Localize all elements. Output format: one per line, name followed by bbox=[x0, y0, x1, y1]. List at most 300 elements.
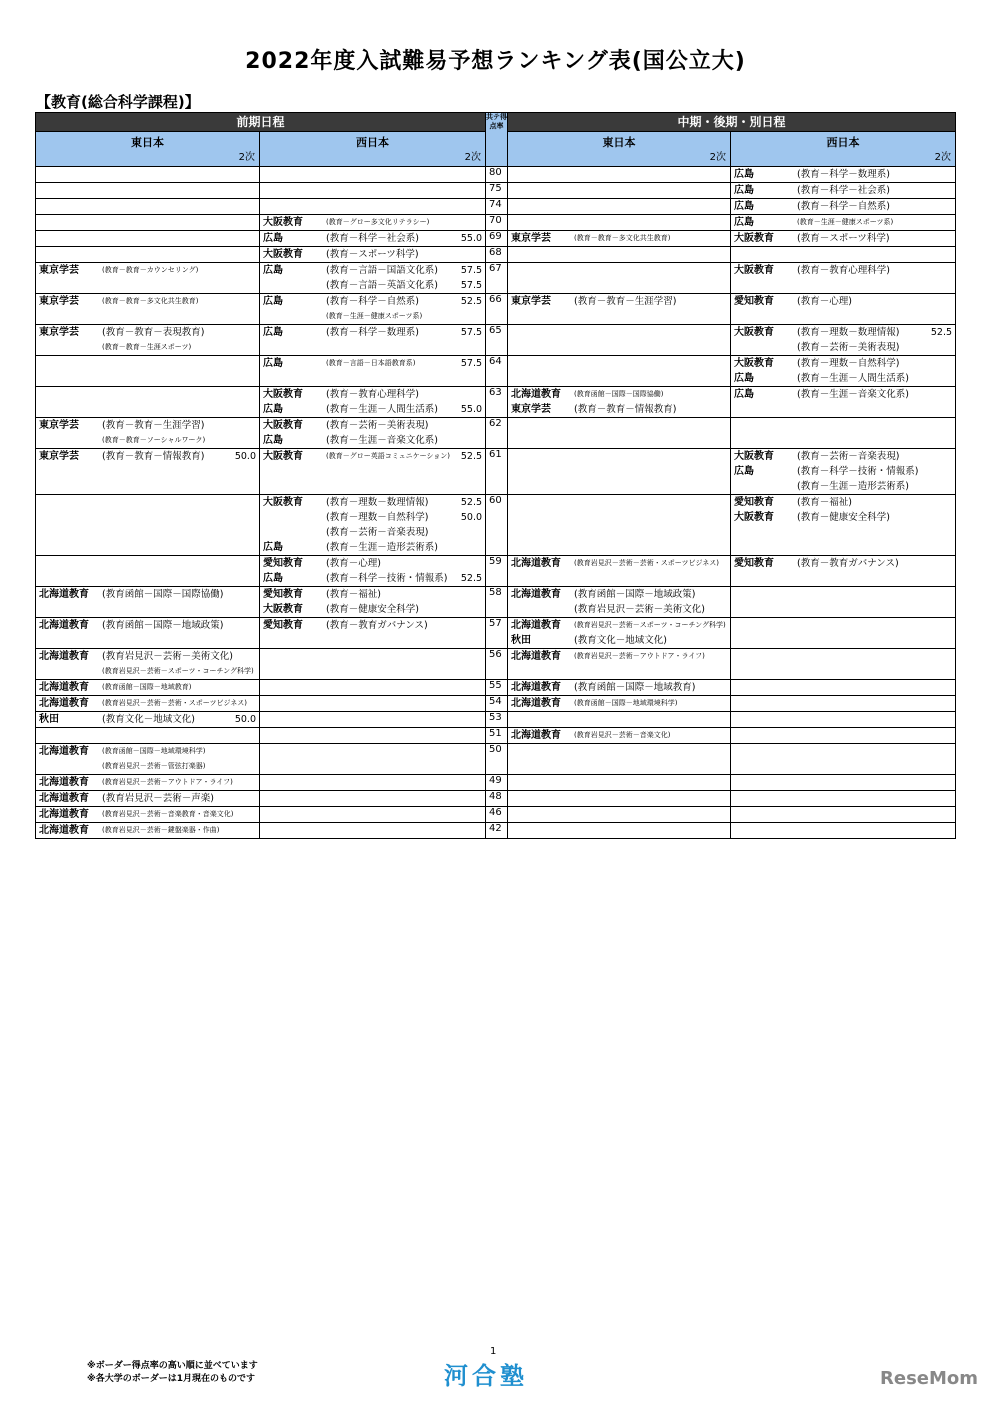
department-name: (教育岩見沢－芸術－美術文化) bbox=[102, 651, 233, 662]
department-name: (教育－健康安全科学) bbox=[326, 604, 419, 615]
kyotsu-score: 55 bbox=[486, 680, 508, 696]
department-name: (教育－健康安全科学) bbox=[797, 512, 890, 523]
cell-lw bbox=[731, 618, 956, 649]
entry-line bbox=[36, 309, 259, 324]
entry-line bbox=[260, 371, 485, 386]
cell-lw bbox=[731, 649, 956, 680]
department-name: (教育－教育心理科学) bbox=[326, 389, 419, 400]
cell-fw bbox=[260, 449, 486, 495]
kyotsu-score: 56 bbox=[486, 649, 508, 680]
cell-le bbox=[508, 325, 731, 356]
university-name: 広島 bbox=[263, 404, 283, 415]
cell-fw bbox=[260, 167, 486, 183]
university-name: 広島 bbox=[263, 327, 283, 338]
department-name: (教育函館－国際－地域教育) bbox=[574, 682, 696, 693]
cell-le bbox=[508, 696, 731, 712]
entry-line bbox=[36, 340, 259, 355]
cell-fw bbox=[260, 183, 486, 199]
cell-fe bbox=[36, 199, 260, 215]
entry-line bbox=[36, 183, 259, 198]
entry-line bbox=[36, 744, 259, 759]
university-name: 北海道教育 bbox=[511, 730, 562, 741]
entry-line bbox=[731, 247, 955, 262]
entry-line bbox=[508, 587, 730, 602]
department-name: (教育函館－国際－地域教育) bbox=[102, 683, 192, 691]
department-name: (教育－言語－英語文化系) bbox=[326, 280, 438, 291]
entry-line bbox=[731, 263, 955, 278]
table-row bbox=[36, 449, 956, 495]
university-name: 東京学芸 bbox=[511, 233, 552, 244]
university-name: 北海道教育 bbox=[511, 389, 562, 400]
department-name: (教育函館－国際－国際協働) bbox=[574, 390, 664, 398]
entry-line bbox=[36, 231, 259, 246]
region-label: 西日本 bbox=[826, 136, 860, 149]
kyotsu-score: 48 bbox=[486, 791, 508, 807]
cell-fe bbox=[36, 791, 260, 807]
table-row bbox=[36, 387, 956, 418]
entry-line bbox=[731, 775, 955, 790]
university-name: 広島 bbox=[734, 217, 755, 228]
cell-fw bbox=[260, 263, 486, 294]
department-name: (教育－グロー英語コミュニケーション) bbox=[326, 452, 451, 460]
cell-fw bbox=[260, 618, 486, 649]
table-row bbox=[36, 807, 956, 823]
entry-line bbox=[260, 247, 485, 262]
department-name: (教育岩見沢－芸術－アウトドア・ライフ) bbox=[574, 652, 705, 660]
department-name: (教育－生涯－音楽文化系) bbox=[797, 389, 909, 400]
entry-line bbox=[731, 759, 955, 774]
table-row bbox=[36, 649, 956, 680]
niji-score: 50.0 bbox=[234, 714, 256, 725]
entry-line bbox=[508, 371, 730, 386]
university-name: 大阪教育 bbox=[734, 265, 775, 276]
entry-line bbox=[36, 215, 259, 230]
department-name: (教育－言語－国語文化系) bbox=[326, 265, 438, 276]
table-row bbox=[36, 418, 956, 449]
department-name: (教育－生涯－人間生活系) bbox=[797, 373, 909, 384]
cell-fe bbox=[36, 680, 260, 696]
university-name: 愛知教育 bbox=[263, 558, 303, 569]
entry-line bbox=[508, 759, 730, 774]
kyotsu-score: 63 bbox=[486, 387, 508, 418]
entry-line bbox=[731, 540, 955, 555]
cell-fw bbox=[260, 418, 486, 449]
cell-le bbox=[508, 449, 731, 495]
entry-line bbox=[508, 571, 730, 586]
cell-le bbox=[508, 744, 731, 775]
cell-fe bbox=[36, 728, 260, 744]
table-row bbox=[36, 775, 956, 791]
department-name: (教育岩見沢－芸術－スポーツ・コーチング科学) bbox=[574, 621, 726, 629]
phase-first-header: 前期日程 bbox=[36, 113, 486, 132]
entry-line bbox=[731, 183, 955, 198]
entry-line bbox=[36, 823, 259, 838]
university-name: 東京学芸 bbox=[39, 451, 79, 462]
university-name: 広島 bbox=[734, 373, 755, 384]
table-row bbox=[36, 294, 956, 325]
department-name: (教育－福祉) bbox=[326, 589, 381, 600]
cell-lw bbox=[731, 199, 956, 215]
region-label: 東日本 bbox=[131, 136, 164, 149]
entry-line bbox=[260, 571, 485, 586]
department-name: (教育－理数－自然科学) bbox=[797, 358, 900, 369]
cell-lw bbox=[731, 712, 956, 728]
niji-score: 57.5 bbox=[460, 265, 483, 276]
entry-line bbox=[508, 510, 730, 525]
entry-line bbox=[508, 356, 730, 371]
table-row bbox=[36, 183, 956, 199]
kyotsu-score: 50 bbox=[486, 744, 508, 775]
department-name: (教育－教育－カウンセリング) bbox=[102, 266, 199, 274]
cell-lw bbox=[731, 325, 956, 356]
kyotsu-score: 51 bbox=[486, 728, 508, 744]
entry-line bbox=[36, 464, 259, 479]
entry-line bbox=[731, 823, 955, 838]
cell-fw bbox=[260, 775, 486, 791]
department-name: (教育岩見沢－芸術－音楽教育・音楽文化) bbox=[102, 810, 234, 818]
entry-line bbox=[508, 525, 730, 540]
entry-line bbox=[36, 356, 259, 371]
department-name: (教育－スポーツ科学) bbox=[797, 233, 890, 244]
entry-line bbox=[36, 418, 259, 433]
entry-line bbox=[508, 479, 730, 494]
cell-lw bbox=[731, 696, 956, 712]
department-name: (教育－教育ガバナンス) bbox=[797, 558, 899, 569]
entry-line bbox=[260, 696, 485, 711]
entry-line bbox=[508, 278, 730, 293]
university-name: 大阪教育 bbox=[263, 249, 303, 260]
entry-line bbox=[36, 712, 259, 727]
entry-line bbox=[36, 510, 259, 525]
cell-lw bbox=[731, 556, 956, 587]
table-row bbox=[36, 587, 956, 618]
university-name: 秋田 bbox=[511, 635, 532, 646]
university-name: 広島 bbox=[263, 265, 283, 276]
university-name: 北海道教育 bbox=[511, 651, 562, 662]
entry-line bbox=[260, 618, 485, 633]
entry-line bbox=[508, 340, 730, 355]
entry-line bbox=[36, 247, 259, 262]
entry-line bbox=[731, 387, 955, 402]
entry-line bbox=[36, 402, 259, 417]
table-row bbox=[36, 791, 956, 807]
university-name: 北海道教育 bbox=[39, 698, 89, 709]
cell-fw bbox=[260, 728, 486, 744]
entry-line bbox=[260, 387, 485, 402]
university-name: 北海道教育 bbox=[511, 620, 562, 631]
kyotsu-score: 70 bbox=[486, 215, 508, 231]
later-west-header bbox=[731, 132, 956, 167]
entry-line bbox=[508, 402, 730, 417]
university-name: 広島 bbox=[734, 201, 755, 212]
entry-line bbox=[731, 371, 955, 386]
entry-line bbox=[508, 712, 730, 727]
entry-line bbox=[36, 433, 259, 448]
kyotsu-header: 共テ得点率 bbox=[486, 113, 508, 167]
entry-line bbox=[731, 664, 955, 679]
university-name: 東京学芸 bbox=[39, 420, 79, 431]
cell-le bbox=[508, 263, 731, 294]
entry-line bbox=[260, 418, 485, 433]
department-name: (教育函館－国際－地域政策) bbox=[574, 589, 696, 600]
university-name: 大阪教育 bbox=[263, 497, 303, 508]
department-name: (教育函館－国際－地域環境科学) bbox=[102, 747, 206, 755]
department-name: (教育－科学－技術・情報系) bbox=[797, 466, 919, 477]
entry-line bbox=[260, 278, 485, 293]
entry-line bbox=[508, 449, 730, 464]
entry-line bbox=[36, 495, 259, 510]
table-row bbox=[36, 618, 956, 649]
university-name: 大阪教育 bbox=[734, 512, 775, 523]
cell-le bbox=[508, 649, 731, 680]
entry-line bbox=[731, 510, 955, 525]
cell-fe bbox=[36, 495, 260, 556]
cell-fw bbox=[260, 325, 486, 356]
cell-le bbox=[508, 775, 731, 791]
department-name: (教育－科学－社会系) bbox=[326, 233, 419, 244]
entry-line bbox=[731, 807, 955, 822]
cell-lw bbox=[731, 744, 956, 775]
entry-line bbox=[731, 633, 955, 648]
entry-line bbox=[508, 247, 730, 262]
cell-fw bbox=[260, 823, 486, 839]
university-name: 大阪教育 bbox=[734, 327, 775, 338]
department-name: (教育－芸術－美術表現) bbox=[797, 342, 900, 353]
department-name: (教育－言語－日本語教育系) bbox=[326, 359, 416, 367]
department-name: (教育－心理) bbox=[326, 558, 381, 569]
cell-le bbox=[508, 294, 731, 325]
entry-line bbox=[260, 325, 485, 340]
cell-fe bbox=[36, 696, 260, 712]
department-name: (教育－生涯－造形芸術系) bbox=[797, 481, 909, 492]
department-name: (教育岩見沢－芸術－声楽) bbox=[102, 793, 214, 804]
footnote-2: ※各大学のボーダーは1月現在のものです bbox=[87, 1374, 256, 1384]
university-name: 東京学芸 bbox=[39, 327, 79, 338]
table-row bbox=[36, 712, 956, 728]
table-row bbox=[36, 325, 956, 356]
kyotsu-score: 69 bbox=[486, 231, 508, 247]
entry-line bbox=[260, 540, 485, 555]
university-name: 北海道教育 bbox=[39, 825, 89, 836]
cell-fe bbox=[36, 744, 260, 775]
entry-line bbox=[260, 263, 485, 278]
cell-fw bbox=[260, 387, 486, 418]
university-name: 北海道教育 bbox=[511, 558, 562, 569]
entry-line bbox=[36, 602, 259, 617]
department-name: (教育－科学－数理系) bbox=[326, 327, 419, 338]
department-name: (教育文化－地域文化) bbox=[102, 714, 195, 725]
cell-lw bbox=[731, 231, 956, 247]
entry-line bbox=[731, 680, 955, 695]
entry-line bbox=[260, 791, 485, 806]
kyotsu-score: 65 bbox=[486, 325, 508, 356]
kyotsu-score: 67 bbox=[486, 263, 508, 294]
table-row bbox=[36, 696, 956, 712]
kyotsu-score: 75 bbox=[486, 183, 508, 199]
niji-score: 52.5 bbox=[460, 451, 483, 462]
cell-lw bbox=[731, 356, 956, 387]
cell-fe bbox=[36, 807, 260, 823]
cell-lw bbox=[731, 263, 956, 294]
later-east-header bbox=[508, 132, 731, 167]
entry-line bbox=[260, 199, 485, 214]
department-name: (教育－教育－生涯学習) bbox=[102, 420, 205, 431]
entry-line bbox=[36, 294, 259, 309]
cell-fe bbox=[36, 649, 260, 680]
entry-line bbox=[508, 294, 730, 309]
cell-fe bbox=[36, 247, 260, 263]
cell-lw bbox=[731, 823, 956, 839]
entry-line bbox=[508, 728, 730, 743]
table-row bbox=[36, 356, 956, 387]
university-name: 大阪教育 bbox=[263, 604, 303, 615]
entry-line bbox=[508, 325, 730, 340]
department-name: (教育岩見沢－芸術－鍵盤楽器・作曲) bbox=[102, 826, 220, 834]
entry-line bbox=[508, 664, 730, 679]
cell-le bbox=[508, 247, 731, 263]
cell-le bbox=[508, 199, 731, 215]
entry-line bbox=[36, 387, 259, 402]
department-name: (教育－芸術－美術表現) bbox=[326, 420, 429, 431]
page-number: 1 bbox=[490, 1346, 497, 1357]
entry-line bbox=[260, 510, 485, 525]
entry-line bbox=[36, 525, 259, 540]
niji-label: 2次 bbox=[464, 152, 482, 163]
university-name: 広島 bbox=[263, 573, 283, 584]
cell-fe bbox=[36, 587, 260, 618]
entry-line bbox=[260, 464, 485, 479]
department-name: (教育－心理) bbox=[797, 296, 852, 307]
university-name: 愛知教育 bbox=[734, 296, 775, 307]
entry-line bbox=[731, 464, 955, 479]
cell-le bbox=[508, 215, 731, 231]
university-name: 広島 bbox=[263, 542, 283, 553]
department-name: (教育－教育－多文化共生教育) bbox=[574, 234, 671, 242]
university-name: 広島 bbox=[734, 169, 755, 180]
university-name: 広島 bbox=[263, 358, 283, 369]
entry-line bbox=[260, 602, 485, 617]
kyotsu-score: 61 bbox=[486, 449, 508, 495]
table-row bbox=[36, 199, 956, 215]
university-name: 東京学芸 bbox=[511, 296, 552, 307]
entry-line bbox=[36, 325, 259, 340]
entry-line bbox=[36, 587, 259, 602]
department-name: (教育－芸術－音楽表現) bbox=[326, 527, 429, 538]
department-name: (教育－福祉) bbox=[797, 497, 852, 508]
entry-line bbox=[36, 633, 259, 648]
university-name: 愛知教育 bbox=[734, 497, 775, 508]
cell-fe bbox=[36, 325, 260, 356]
department-name: (教育－生涯－音楽文化系) bbox=[326, 435, 438, 446]
university-name: 北海道教育 bbox=[39, 651, 89, 662]
university-name: 北海道教育 bbox=[39, 746, 89, 757]
entry-line bbox=[508, 602, 730, 617]
entry-line bbox=[508, 418, 730, 433]
university-name: 大阪教育 bbox=[734, 233, 775, 244]
university-name: 大阪教育 bbox=[263, 217, 303, 228]
entry-line bbox=[36, 649, 259, 664]
kyotsu-score: 80 bbox=[486, 167, 508, 183]
entry-line bbox=[36, 199, 259, 214]
entry-line bbox=[260, 525, 485, 540]
phase-later-header: 中期・後期・別日程 bbox=[508, 113, 956, 132]
entry-line bbox=[260, 823, 485, 838]
kyotsu-score: 74 bbox=[486, 199, 508, 215]
department-name: (教育－グロー多文化リテラシー) bbox=[326, 218, 430, 226]
university-name: 広島 bbox=[263, 435, 283, 446]
cell-le bbox=[508, 823, 731, 839]
entry-line bbox=[508, 775, 730, 790]
cell-fe bbox=[36, 167, 260, 183]
entry-line bbox=[731, 356, 955, 371]
entry-line bbox=[36, 263, 259, 278]
cell-fe bbox=[36, 823, 260, 839]
cell-fe bbox=[36, 449, 260, 495]
department-name: (教育－教育－表現教育) bbox=[102, 327, 205, 338]
entry-line bbox=[508, 807, 730, 822]
entry-line bbox=[260, 231, 485, 246]
university-name: 大阪教育 bbox=[734, 451, 775, 462]
cell-lw bbox=[731, 680, 956, 696]
first-east-header bbox=[36, 132, 260, 167]
cell-fw bbox=[260, 556, 486, 587]
entry-line bbox=[260, 495, 485, 510]
cell-fw bbox=[260, 231, 486, 247]
entry-line bbox=[508, 309, 730, 324]
niji-label: 2次 bbox=[238, 152, 255, 163]
entry-line bbox=[731, 418, 955, 433]
niji-score: 52.5 bbox=[460, 497, 483, 508]
entry-line bbox=[508, 183, 730, 198]
cell-le bbox=[508, 418, 731, 449]
entry-line bbox=[508, 823, 730, 838]
university-name: 東京学芸 bbox=[39, 296, 79, 307]
niji-score: 50.0 bbox=[460, 512, 483, 523]
entry-line bbox=[36, 371, 259, 386]
entry-line bbox=[731, 449, 955, 464]
kyotsu-score: 57 bbox=[486, 618, 508, 649]
table-row bbox=[36, 167, 956, 183]
cell-le bbox=[508, 356, 731, 387]
cell-lw bbox=[731, 495, 956, 556]
cell-le bbox=[508, 495, 731, 556]
cell-fe bbox=[36, 215, 260, 231]
entry-line bbox=[36, 449, 259, 464]
entry-line bbox=[260, 167, 485, 182]
entry-line bbox=[260, 356, 485, 371]
cell-le bbox=[508, 791, 731, 807]
resemom-watermark: ReseMom bbox=[880, 1368, 979, 1389]
department-name: (教育－科学－社会系) bbox=[797, 185, 890, 196]
university-name: 愛知教育 bbox=[734, 558, 775, 569]
entry-line bbox=[731, 649, 955, 664]
cell-le bbox=[508, 167, 731, 183]
entry-line bbox=[508, 791, 730, 806]
cell-lw bbox=[731, 587, 956, 618]
entry-line bbox=[508, 167, 730, 182]
kyotsu-score: 60 bbox=[486, 495, 508, 556]
kyotsu-score: 66 bbox=[486, 294, 508, 325]
entry-line bbox=[731, 712, 955, 727]
department-name: (教育岩見沢－芸術－芸術・スポーツビジネス) bbox=[574, 559, 719, 567]
entry-line bbox=[260, 309, 485, 324]
cell-fw bbox=[260, 495, 486, 556]
kyotsu-score: 58 bbox=[486, 587, 508, 618]
cell-le bbox=[508, 618, 731, 649]
department-name: (教育－科学－自然系) bbox=[797, 201, 890, 212]
department-name: (教育－芸術－音楽表現) bbox=[797, 451, 900, 462]
entry-line bbox=[260, 587, 485, 602]
